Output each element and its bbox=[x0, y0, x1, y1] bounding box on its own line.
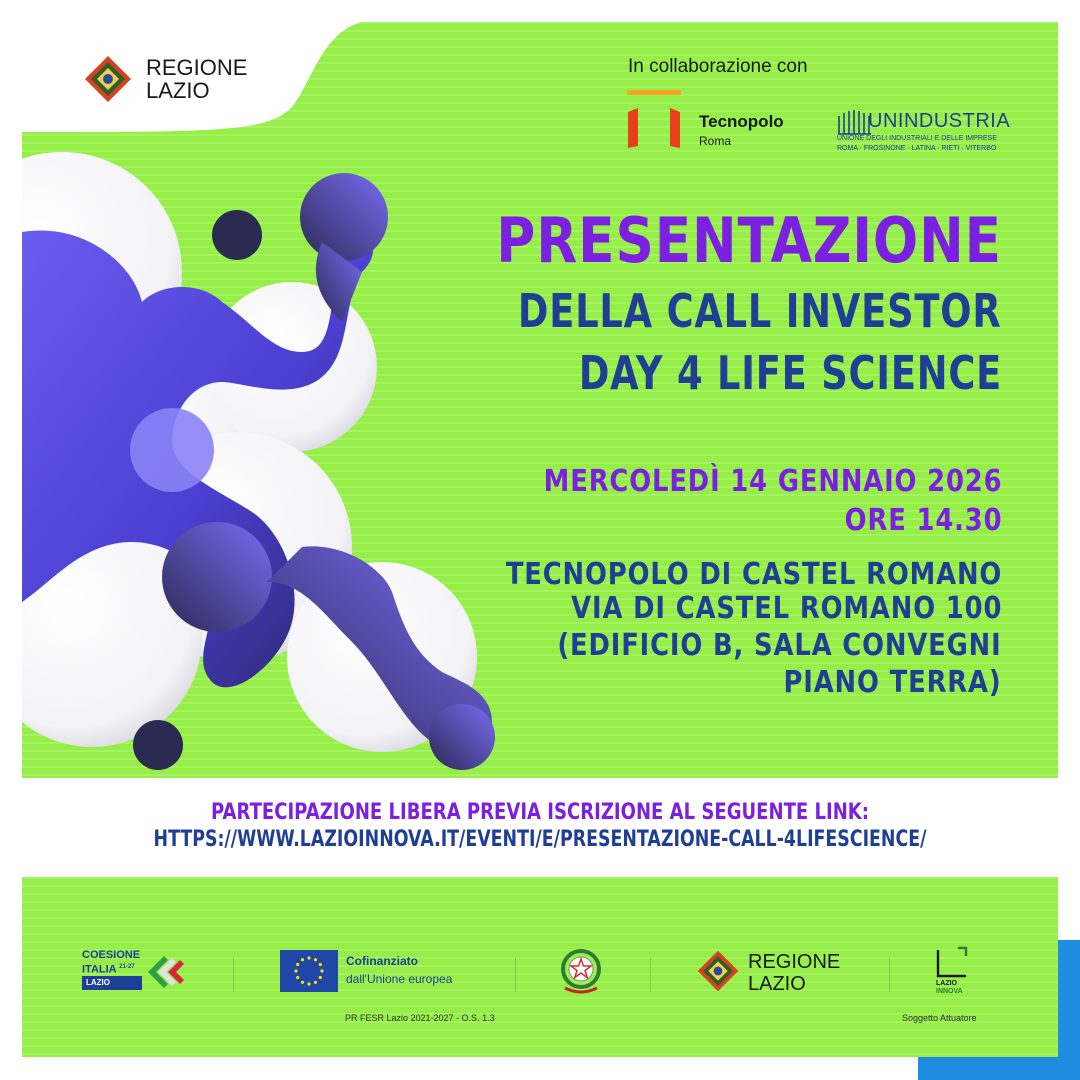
footer-divider bbox=[233, 958, 234, 992]
coesione-line1: COESIONE bbox=[82, 949, 141, 961]
coesione-years: 21-27 bbox=[119, 964, 135, 970]
coesione-italia-logo bbox=[82, 949, 140, 976]
footer-regione-lazio-crest-icon bbox=[696, 949, 740, 993]
footer-divider bbox=[650, 958, 651, 992]
lazio-innova-line1: LAZIO bbox=[936, 980, 957, 987]
coesione-italia-logo-icon bbox=[146, 952, 186, 990]
title-line-3: DAY 4 LIFE SCIENCE bbox=[578, 346, 1002, 400]
lazio-innova-text bbox=[936, 980, 963, 996]
footer-regione-line1: REGIONE bbox=[748, 951, 841, 973]
eu-cofinanced-text bbox=[346, 952, 452, 988]
header-regione-line2: LAZIO bbox=[146, 78, 210, 103]
soggetto-attuatore-caption: Soggetto Attuatore bbox=[902, 1013, 977, 1023]
program-caption: PR FESR Lazio 2021-2027 - O.S. 1.3 bbox=[345, 1013, 495, 1023]
unindustria-name: UNINDUSTRIA bbox=[868, 110, 1011, 132]
header-regione-lazio-text bbox=[146, 56, 247, 102]
lazio-innova-line2: INNOVA bbox=[936, 988, 963, 995]
eu-line2: dall'Unione europea bbox=[346, 972, 453, 986]
tecnopolo-city: Roma bbox=[699, 134, 732, 148]
hero-panel bbox=[22, 22, 1058, 778]
event-date: MERCOLEDÌ 14 GENNAIO 2026 bbox=[543, 464, 1002, 499]
registration-block bbox=[0, 800, 1080, 854]
footer-divider bbox=[515, 958, 516, 992]
location-line-3: (EDIFICIO B, SALA CONVEGNI bbox=[557, 628, 1002, 663]
unindustria-cities: ROMA · FROSINONE · LATINA · RIETI · VITERBO bbox=[837, 145, 997, 152]
registration-text: PARTECIPAZIONE LIBERA PREVIA ISCRIZIONE AL SEGUENTE LINK: bbox=[210, 800, 870, 825]
italian-republic-emblem-icon bbox=[557, 946, 605, 996]
registration-link[interactable]: HTTPS://WWW.LAZIOINNOVA.IT/EVENTI/E/PRESENTAZIONE-CALL-4LIFESCIENCE/ bbox=[153, 827, 927, 852]
event-time: ORE 14.30 bbox=[844, 503, 1002, 538]
location-line-1: TECNOPOLO DI CASTEL ROMANO bbox=[505, 557, 1002, 592]
coesione-line2: ITALIA bbox=[82, 963, 117, 976]
eu-line1: Cofinanziato bbox=[346, 954, 418, 968]
tecnopolo-logo-icon bbox=[625, 90, 685, 150]
collaboration-label: In collaborazione con bbox=[628, 56, 808, 77]
title-line-2: DELLA CALL INVESTOR bbox=[518, 284, 1002, 338]
eu-flag-icon bbox=[280, 950, 338, 992]
header-regione-line1: REGIONE bbox=[146, 55, 248, 80]
coesione-region: LAZIO bbox=[82, 976, 142, 990]
unindustria-subtitle: UNIONE DEGLI INDUSTRIALI E DELLE IMPRESE bbox=[837, 135, 997, 142]
lazio-innova-logo-icon bbox=[936, 946, 968, 978]
molecule-illustration bbox=[22, 22, 542, 778]
location-line-4: PIANO TERRA) bbox=[783, 665, 1002, 700]
footer-regione-line2: LAZIO bbox=[748, 973, 806, 995]
footer-divider bbox=[889, 958, 890, 992]
regione-lazio-crest-icon bbox=[83, 54, 133, 104]
footer-regione-lazio-text bbox=[748, 951, 840, 995]
title-line-1: PRESENTAZIONE bbox=[496, 204, 1002, 277]
location-line-2: VIA DI CASTEL ROMANO 100 bbox=[570, 591, 1002, 626]
tecnopolo-name: Tecnopolo bbox=[699, 112, 784, 131]
